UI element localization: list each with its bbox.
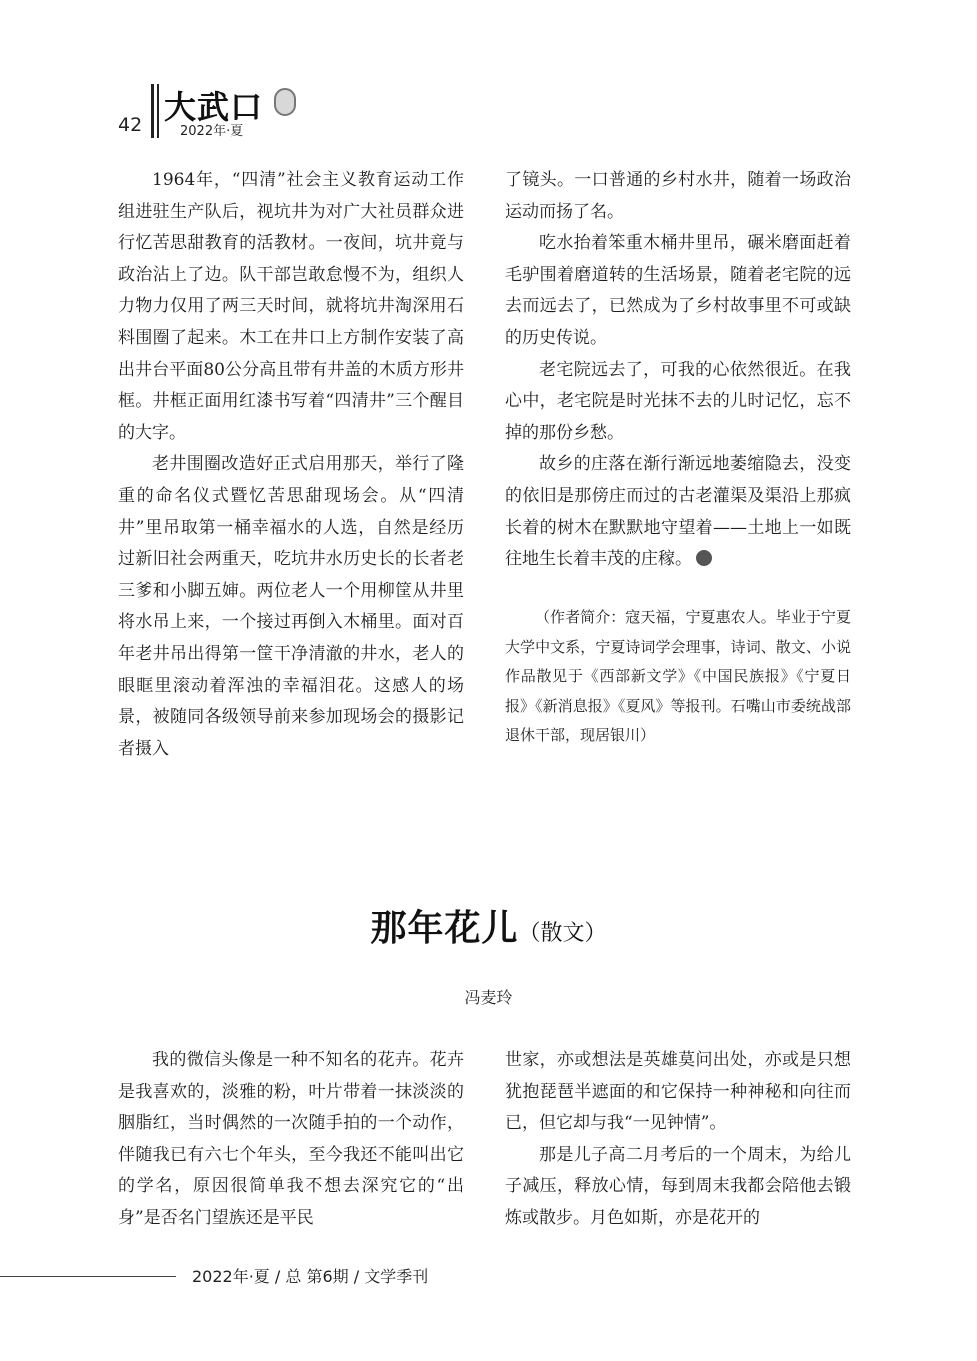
footer-rule [0,1276,176,1277]
footer-issue-info: 2022年·夏 / 总 第6期 / 文学季刊 [192,1267,429,1286]
seal-icon [274,88,296,116]
article-author: 冯麦玲 [464,988,513,1007]
paragraph-last [505,449,851,575]
bio-text: （作者简介：寇天福，宁夏惠农人。毕业于宁夏大学中文系，宁夏诗词学会理事，诗词、散文、小说作品散见于《西部新文学》《中国民族报》《宁夏日报》《新消息报》《夏风》等报刊。石嘴山市委统战部退休干部，现居银川） [505,608,851,745]
page-header [118,84,318,140]
author-bio [505,603,851,751]
magazine-logo: 大武口 [164,88,264,126]
header-divider [151,84,154,138]
paragraph: 吃水抬着笨重木桶井里吊，碾米磨面赶着毛驴围着磨道转的生活场景，随着老宅院的远去而远去了，已然成为了乡村故事里不可或缺的历史传说。 [505,233,851,348]
article-genre: （散文） [518,921,607,946]
paragraph: 老宅院远去了，可我的心依然很近。在我心中，老宅院是时光抹不去的儿时记忆，忘不掉的那份乡愁。 [505,359,851,443]
article1-left-column [118,165,464,765]
end-mark-icon [696,550,712,566]
header-issue: 2022年·夏 [180,124,244,139]
paragraph: 老井围圈改造好正式启用那天，举行了隆重的命名仪式暨忆苦思甜现场会。从“四清井”里吊取第一桶幸福水的人选，自然是经历过新旧社会两重天，吃坑井水历史长的长者老三爹和小脚五婶。两位老人一个用柳筐从井里将水吊上来，一个接过再倒入木桶里。面对百年老井吊出得第一筐干净清澈的井水，老人的眼眶里滚动着浑浊的幸福泪花。这感人的场景，被随同各级领导前来参加现场会的摄影记者摄入 [118,454,464,759]
paragraph: 了镜头。一口普通的乡村水井，随着一场政治运动而扬了名。 [505,170,851,222]
paragraph: 那是儿子高二月考后的一个周末，为给儿子减压，释放心情，每到周末我都会陪他去锻炼或散步。月色如斯，亦是花开的 [505,1144,851,1228]
article-title [0,900,977,951]
article-title-main: 那年花儿 [370,908,519,949]
article2-right-column [505,1045,851,1235]
paragraph-text: 故乡的庄落在渐行渐远地萎缩隐去，没变的依旧是那傍庄而过的古老灌渠及渠沿上那疯长着的树木在默默地守望着——土地上一如既往地生长着丰茂的庄稼。 [505,454,851,570]
article2-left-column [118,1045,464,1235]
header-divider-thin [157,84,159,138]
paragraph: 我的微信头像是一种不知名的花卉。花卉是我喜欢的，淡雅的粉，叶片带着一抹淡淡的胭脂红，当时偶然的一次随手拍的一个动作，伴随我已有六七个年头，至今我还不能叫出它的学名，原因很简单我不想去深究它的“出身”是否名门望族还是平民 [118,1050,464,1228]
paragraph: 1964年，“四清”社会主义教育运动工作组进驻生产队后，视坑井为对广大社员群众进行忆苦思甜教育的活教材。一夜间，坑井竟与政治沾上了边。队干部岂敢怠慢不为，组织人力物力仅用了两三天时间，就将坑井淘深用石料围圈了起来。木工在井口上方制作安装了高出井台平面80公分高且带有井盖的木质方形井框。井框正面用红漆书写着“四清井”三个醒目的大字。 [118,170,464,443]
page-number: 42 [118,114,143,136]
article1-right-column [505,165,851,576]
paragraph: 世家，亦或想法是英雄莫问出处，亦或是只想犹抱琵琶半遮面的和它保持一种神秘和向往而已，但它却与我“一见钟情”。 [505,1050,851,1134]
